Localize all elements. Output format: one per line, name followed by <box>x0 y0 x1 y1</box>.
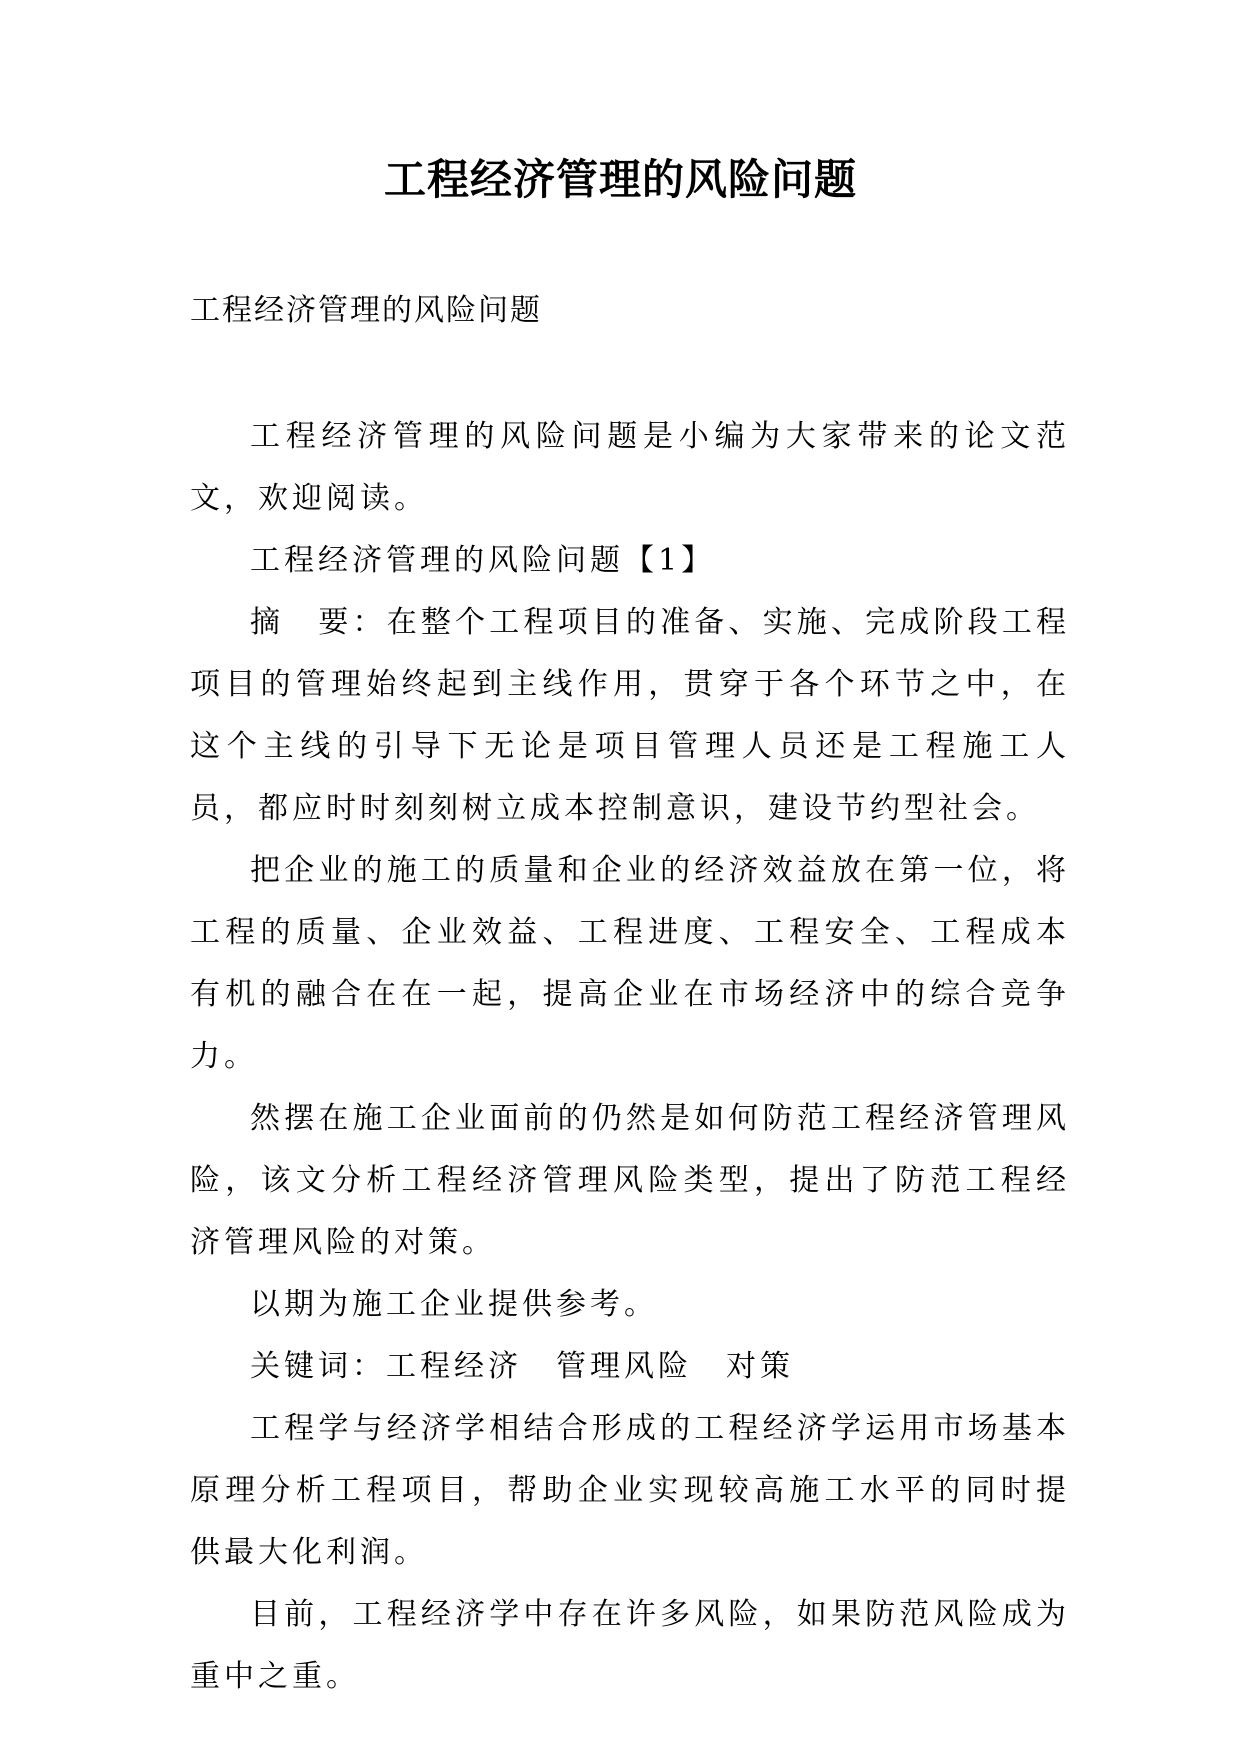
paragraph-intro: 工程经济管理的风险问题是小编为大家带来的论文范文，欢迎阅读。 <box>190 419 1070 516</box>
document-body <box>190 406 1070 1708</box>
document-subtitle: 工程经济管理的风险问题 <box>190 293 542 328</box>
paragraph-reference: 以期为施工企业提供参考。 <box>250 1287 658 1322</box>
paragraph-current: 目前，工程经济学中存在许多风险，如果防范风险成为重中之重。 <box>190 1597 1070 1694</box>
paragraph-quality: 把企业的施工的质量和企业的经济效益放在第一位，将工程的质量、企业效益、工程进度、工程安全、工程成本有机的融合在在一起，提高企业在市场经济中的综合竞争力。 <box>190 853 1070 1074</box>
paragraph-risk: 然摆在施工企业面前的仍然是如何防范工程经济管理风险，该文分析工程经济管理风险类型，提出了防范工程经济管理风险的对策。 <box>190 1101 1070 1260</box>
paragraph-section-heading: 工程经济管理的风险问题【1】 <box>250 543 716 578</box>
paragraph-abstract: 摘 要：在整个工程项目的准备、实施、完成阶段工程项目的管理始终起到主线作用，贯穿于各个环节之中，在这个主线的引导下无论是项目管理人员还是工程施工人员，都应时时刻刻树立成本控制意识，建设节约型社会。 <box>190 605 1070 826</box>
document-title: 工程经济管理的风险问题 <box>383 155 857 204</box>
paragraph-engineering-economics: 工程学与经济学相结合形成的工程经济学运用市场基本原理分析工程项目，帮助企业实现较高施工水平的同时提供最大化利润。 <box>190 1411 1070 1570</box>
paragraph-keywords: 关键词：工程经济 管理风险 对策 <box>250 1349 794 1384</box>
